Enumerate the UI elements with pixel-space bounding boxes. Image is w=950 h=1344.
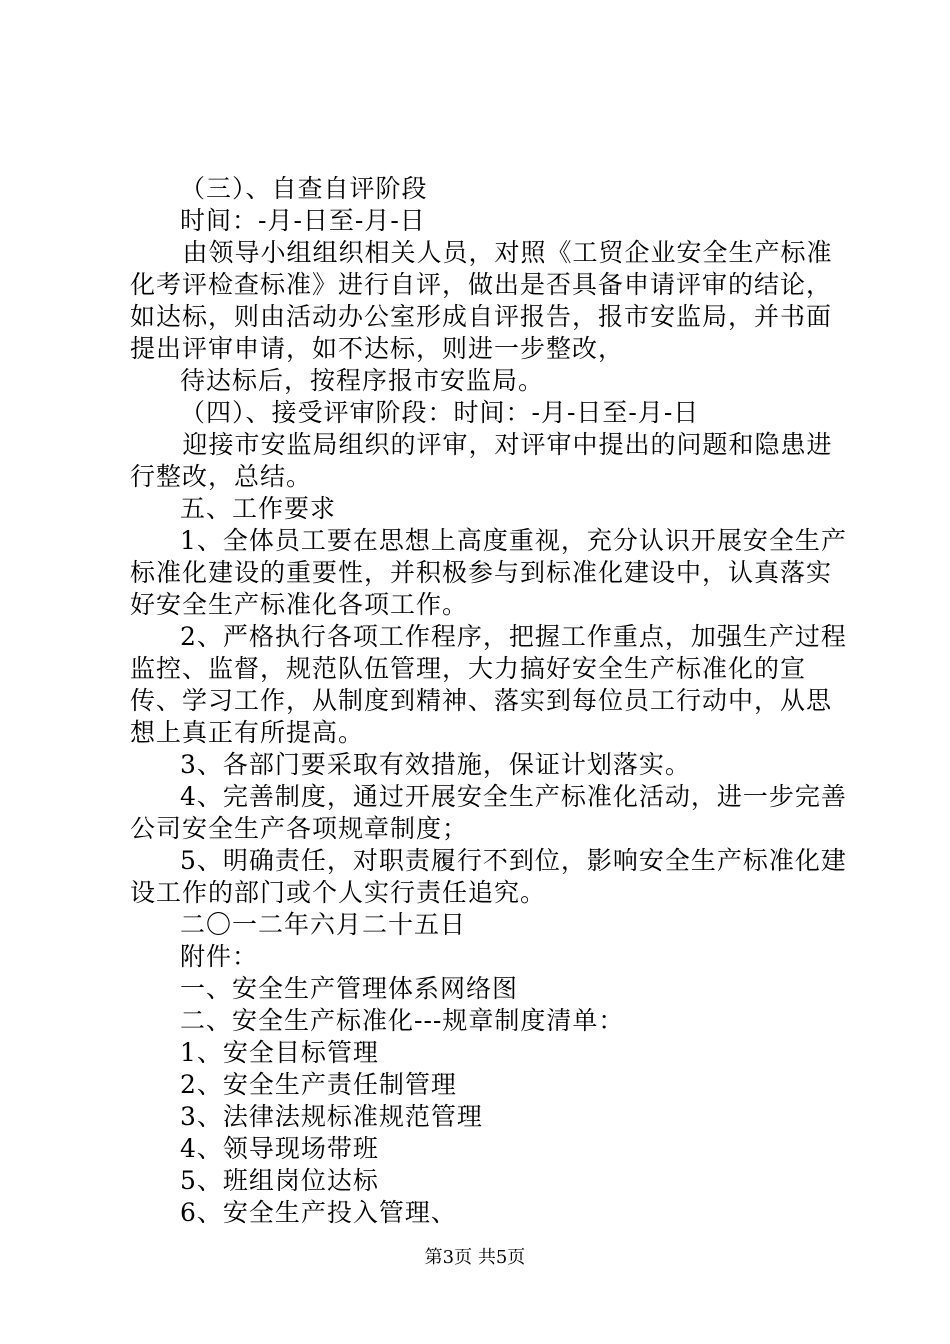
document-date: 二〇一二年六月二十五日 (180, 910, 467, 939)
requirement-item: 3、各部门要采取有效措施，保证计划落实。 (180, 750, 691, 779)
section-heading-review: （四）、接受评审阶段：时间：-月-日至-月-日 (180, 398, 700, 427)
regulation-list-item: 5、班组岗位达标 (180, 1166, 379, 1195)
section-heading-self-check: （三）、自查自评阶段 (180, 174, 428, 203)
regulation-list-item: 2、安全生产责任制管理 (180, 1070, 457, 1099)
page-footer: 第3页 共5页 (424, 1247, 526, 1268)
requirement-item: 2、严格执行各项工作程序，把握工作重点，加强生产过程监控、监督，规范队伍管理，大力搞好安全生产标准化的宣传、学习工作，从制度到精神、落实到每位员工行动中，从思想上真正有所提高。 (130, 622, 847, 747)
paragraph-after-standard: 待达标后，按程序报市安监局。 (180, 366, 545, 395)
regulation-list-item: 4、领导现场带班 (180, 1134, 379, 1163)
requirement-item: 5、明确责任，对职责履行不到位，影响安全生产标准化建设工作的部门或个人实行责任追究。 (130, 846, 847, 907)
attachment-item: 一、安全生产管理体系网络图 (180, 974, 519, 1003)
requirement-item: 1、全体员工要在思想上高度重视，充分认识开展安全生产标准化建设的重要性，并积极参与到标准化建设中，认真落实好安全生产标准化各项工作。 (130, 526, 847, 619)
document-body (130, 173, 850, 1229)
attachment-heading: 附件： (180, 942, 259, 971)
section-heading-requirements: 五、工作要求 (180, 494, 337, 523)
paragraph-self-evaluation: 由领导小组组织相关人员，对照《工贸企业安全生产标准化考评检查标准》进行自评，做出是否具备申请评审的结论，如达标，则由活动办公室形成自评报告，报市安监局，并书面提出评审申请，如不达标，则进一步整改， (130, 238, 833, 363)
regulation-list-item: 1、安全目标管理 (180, 1038, 379, 1067)
requirement-item: 4、完善制度，通过开展安全生产标准化活动，进一步完善公司安全生产各项规章制度； (130, 782, 847, 843)
paragraph-review: 迎接市安监局组织的评审，对评审中提出的问题和隐患进行整改，总结。 (130, 430, 833, 491)
attachment-item: 二、安全生产标准化---规章制度清单： (180, 1006, 625, 1035)
regulation-list-item: 3、法律法规标准规范管理 (180, 1102, 483, 1131)
time-line: 时间：-月-日至-月-日 (180, 206, 426, 235)
regulation-list-item: 6、安全生产投入管理、 (180, 1198, 457, 1227)
